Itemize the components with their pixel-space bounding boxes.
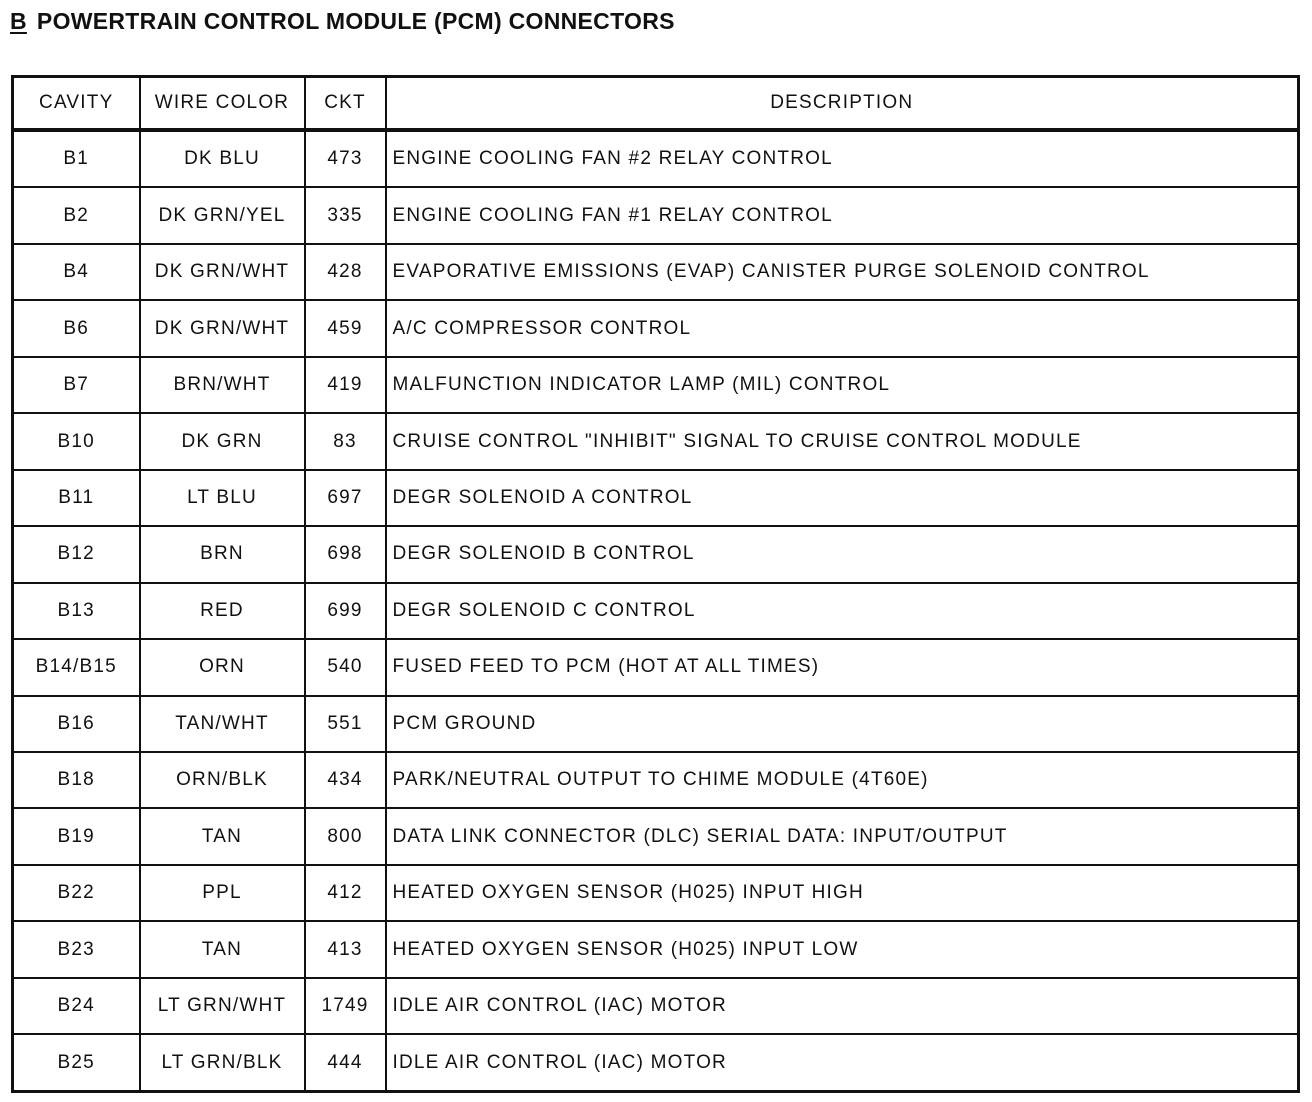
table-row xyxy=(13,752,1299,808)
cell-cavity: B16 xyxy=(13,696,140,752)
cell-cavity: B6 xyxy=(13,300,140,356)
cell-description: ENGINE COOLING FAN #1 RELAY CONTROL xyxy=(386,187,1299,243)
cell-description: DEGR SOLENOID B CONTROL xyxy=(386,526,1299,582)
cell-wire-color: DK GRN/WHT xyxy=(140,244,305,300)
cell-cavity: B24 xyxy=(13,978,140,1034)
page-title xyxy=(10,6,675,36)
table-row xyxy=(13,526,1299,582)
cell-wire-color: ORN/BLK xyxy=(140,752,305,808)
header-ckt: CKT xyxy=(305,77,386,131)
cell-description: DATA LINK CONNECTOR (DLC) SERIAL DATA: INPUT/OUTPUT xyxy=(386,808,1299,864)
cell-wire-color: LT BLU xyxy=(140,470,305,526)
cell-ckt: 83 xyxy=(305,413,386,469)
cell-wire-color: RED xyxy=(140,583,305,639)
cell-ckt: 444 xyxy=(305,1034,386,1091)
cell-cavity: B18 xyxy=(13,752,140,808)
cell-description: CRUISE CONTROL "INHIBIT" SIGNAL TO CRUISE CONTROL MODULE xyxy=(386,413,1299,469)
cell-wire-color: DK BLU xyxy=(140,130,305,187)
cell-ckt: 551 xyxy=(305,696,386,752)
table-row xyxy=(13,244,1299,300)
table-row xyxy=(13,639,1299,695)
cell-wire-color: LT GRN/BLK xyxy=(140,1034,305,1091)
cell-description: HEATED OXYGEN SENSOR (H025) INPUT HIGH xyxy=(386,865,1299,921)
cell-cavity: B23 xyxy=(13,921,140,977)
cell-description: EVAPORATIVE EMISSIONS (EVAP) CANISTER PURGE SOLENOID CONTROL xyxy=(386,244,1299,300)
cell-ckt: 434 xyxy=(305,752,386,808)
cell-cavity: B14/B15 xyxy=(13,639,140,695)
pcm-connector-table xyxy=(11,75,1300,1093)
cell-ckt: 698 xyxy=(305,526,386,582)
cell-description: PCM GROUND xyxy=(386,696,1299,752)
table-row xyxy=(13,130,1299,187)
cell-cavity: B22 xyxy=(13,865,140,921)
header-cavity: CAVITY xyxy=(13,77,140,131)
cell-cavity: B7 xyxy=(13,357,140,413)
cell-wire-color: TAN/WHT xyxy=(140,696,305,752)
cell-cavity: B13 xyxy=(13,583,140,639)
header-wire-color: WIRE COLOR xyxy=(140,77,305,131)
table-body xyxy=(13,130,1299,1092)
cell-cavity: B11 xyxy=(13,470,140,526)
cell-wire-color: TAN xyxy=(140,808,305,864)
cell-description: ENGINE COOLING FAN #2 RELAY CONTROL xyxy=(386,130,1299,187)
header-description: DESCRIPTION xyxy=(386,77,1299,131)
cell-ckt: 473 xyxy=(305,130,386,187)
cell-ckt: 419 xyxy=(305,357,386,413)
cell-ckt: 335 xyxy=(305,187,386,243)
cell-description: MALFUNCTION INDICATOR LAMP (MIL) CONTROL xyxy=(386,357,1299,413)
table-row xyxy=(13,300,1299,356)
cell-cavity: B12 xyxy=(13,526,140,582)
cell-wire-color: DK GRN xyxy=(140,413,305,469)
cell-ckt: 697 xyxy=(305,470,386,526)
cell-description: IDLE AIR CONTROL (IAC) MOTOR xyxy=(386,1034,1299,1091)
cell-cavity: B2 xyxy=(13,187,140,243)
cell-wire-color: LT GRN/WHT xyxy=(140,978,305,1034)
table-row xyxy=(13,808,1299,864)
cell-description: HEATED OXYGEN SENSOR (H025) INPUT LOW xyxy=(386,921,1299,977)
cell-wire-color: ORN xyxy=(140,639,305,695)
cell-ckt: 428 xyxy=(305,244,386,300)
table-row xyxy=(13,978,1299,1034)
cell-ckt: 1749 xyxy=(305,978,386,1034)
cell-wire-color: DK GRN/WHT xyxy=(140,300,305,356)
table-row xyxy=(13,187,1299,243)
table-header-row xyxy=(13,77,1299,131)
table-row xyxy=(13,413,1299,469)
cell-description: PARK/NEUTRAL OUTPUT TO CHIME MODULE (4T60E) xyxy=(386,752,1299,808)
cell-wire-color: BRN/WHT xyxy=(140,357,305,413)
cell-ckt: 800 xyxy=(305,808,386,864)
cell-ckt: 540 xyxy=(305,639,386,695)
cell-ckt: 412 xyxy=(305,865,386,921)
table-row xyxy=(13,921,1299,977)
title-text: POWERTRAIN CONTROL MODULE (PCM) CONNECTORS xyxy=(36,8,675,34)
table-row xyxy=(13,865,1299,921)
table-row xyxy=(13,357,1299,413)
cell-wire-color: BRN xyxy=(140,526,305,582)
cell-wire-color: PPL xyxy=(140,865,305,921)
cell-wire-color: DK GRN/YEL xyxy=(140,187,305,243)
cell-description: DEGR SOLENOID C CONTROL xyxy=(386,583,1299,639)
cell-ckt: 699 xyxy=(305,583,386,639)
cell-description: IDLE AIR CONTROL (IAC) MOTOR xyxy=(386,978,1299,1034)
section-letter: B xyxy=(10,8,27,34)
table-row xyxy=(13,470,1299,526)
cell-ckt: 459 xyxy=(305,300,386,356)
cell-description: DEGR SOLENOID A CONTROL xyxy=(386,470,1299,526)
cell-ckt: 413 xyxy=(305,921,386,977)
cell-cavity: B19 xyxy=(13,808,140,864)
cell-cavity: B4 xyxy=(13,244,140,300)
cell-cavity: B10 xyxy=(13,413,140,469)
cell-cavity: B25 xyxy=(13,1034,140,1091)
cell-wire-color: TAN xyxy=(140,921,305,977)
table-row xyxy=(13,696,1299,752)
cell-description: A/C COMPRESSOR CONTROL xyxy=(386,300,1299,356)
cell-description: FUSED FEED TO PCM (HOT AT ALL TIMES) xyxy=(386,639,1299,695)
table-row xyxy=(13,583,1299,639)
table-row xyxy=(13,1034,1299,1091)
cell-cavity: B1 xyxy=(13,130,140,187)
